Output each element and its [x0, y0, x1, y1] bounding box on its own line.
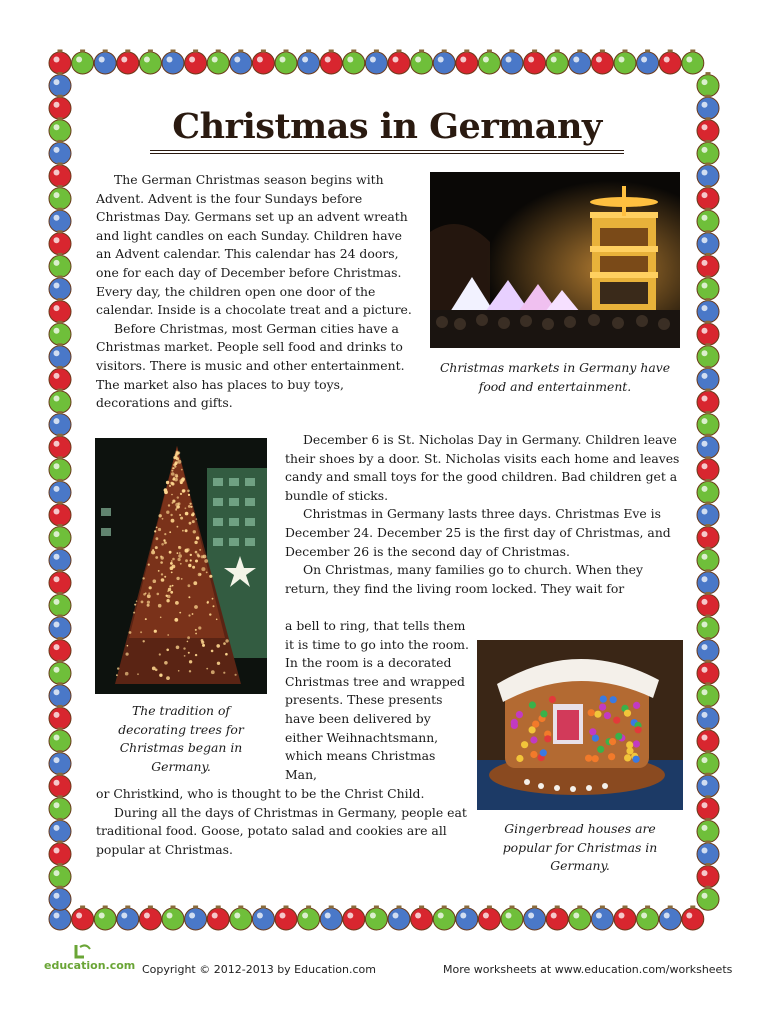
ornament-ball [697, 728, 719, 753]
ornament-ball [546, 906, 568, 931]
ornament-ball [682, 50, 704, 75]
ornament-ball [49, 886, 71, 911]
ornament-ball [49, 253, 71, 278]
title-underline-2 [150, 153, 624, 154]
ornament-ball [230, 50, 252, 75]
ornament-ball [49, 366, 71, 391]
title-underline [150, 150, 624, 151]
ornament-ball [697, 705, 719, 730]
ornament-ball [697, 298, 719, 323]
ornament-ball [72, 906, 94, 931]
ornament-ball [49, 389, 71, 414]
caption-market: Christmas markets in Germany have food and entertainment. [439, 360, 671, 394]
ornament-ball [275, 50, 297, 75]
page-title: Christmas in Germany [172, 106, 602, 147]
ornament-ball [697, 230, 719, 255]
paragraph-three-days: Christmas in Germany lasts three days. Christmas Eve is December 24. December 25 is the first day of Christmas, and December 26 is the second day of Christmas. [285, 506, 671, 559]
ornament-ball [49, 502, 71, 527]
ornament-ball [697, 434, 719, 459]
ornament-ball [659, 50, 681, 75]
ornament-ball [682, 906, 704, 931]
ornament-ball [388, 906, 410, 931]
ornament-ball [343, 906, 365, 931]
ornament-ball [49, 682, 71, 707]
ornament-ball [697, 637, 719, 662]
ornament-ball [320, 906, 342, 931]
ornament-ball [298, 50, 320, 75]
ornament-ball [117, 50, 139, 75]
education-logo[interactable] [44, 943, 136, 977]
ornament-ball [49, 841, 71, 866]
bottom-text [96, 785, 476, 859]
ornament-ball [697, 773, 719, 798]
ornament-ball [162, 906, 184, 931]
ornament-ball [117, 906, 139, 931]
paragraph-bell: a bell to ring, that tells them it is time to go into the room. In the room is a decorated Christmas tree and wrapped presents. These presents have been delivered by either Weihnachtsmann, which means Christmas Man, [285, 618, 469, 782]
ornament-ball [94, 906, 116, 931]
ornament-ball [433, 906, 455, 931]
christmas-market-photo [430, 172, 680, 348]
ornament-ball [207, 906, 229, 931]
ornament-ball [185, 906, 207, 931]
more-worksheets-link[interactable]: More worksheets at www.education.com/worksheets [443, 963, 733, 976]
ornament-ball [697, 140, 719, 165]
ornament-ball [388, 50, 410, 75]
ornament-ball [697, 750, 719, 775]
ornament-ball [275, 906, 297, 931]
ornament-ball [697, 366, 719, 391]
ornament-ball [230, 906, 252, 931]
ornament-ball [697, 660, 719, 685]
ornament-ball [569, 50, 591, 75]
ornament-ball [501, 50, 523, 75]
ornament-ball [456, 906, 478, 931]
paragraph-christkind: or Christkind, who is thought to be the Christ Child. [96, 786, 425, 801]
ornament-ball [697, 456, 719, 481]
ornament-ball [697, 863, 719, 888]
ornament-ball [591, 50, 613, 75]
ornament-ball [697, 389, 719, 414]
ornament-ball [49, 208, 71, 233]
ornament-ball [411, 50, 433, 75]
ornament-ball [207, 50, 229, 75]
paragraph-market: Before Christmas, most German cities have a Christmas market. People sell food and drinks to visitors. There is music and other entertainment. The market also has places to buy toys, decorations and gifts. [96, 320, 405, 411]
middle-text [285, 431, 685, 598]
ornament-ball [501, 906, 523, 931]
ornament-ball [697, 502, 719, 527]
ornament-ball [49, 434, 71, 459]
gingerbread-photo [477, 640, 683, 810]
ornament-ball [343, 50, 365, 75]
ornament-ball [49, 750, 71, 775]
ornament-ball [49, 298, 71, 323]
intro-text [96, 171, 416, 413]
ornament-ball [411, 906, 433, 931]
ornament-ball [524, 50, 546, 75]
paragraph-food: During all the days of Christmas in Germany, people eat traditional food. Goose, potato salad and cookies are all popular at Christmas. [96, 804, 467, 857]
ornament-ball [365, 906, 387, 931]
ornament-ball [697, 592, 719, 617]
ornament-ball [49, 547, 71, 572]
narrow-text [285, 617, 471, 784]
ornament-ball [478, 906, 500, 931]
ornament-ball [697, 276, 719, 301]
ornament-ball [697, 253, 719, 278]
ornament-ball [49, 863, 71, 888]
ornament-ball [697, 185, 719, 210]
ornament-ball [49, 479, 71, 504]
ornament-ball [49, 230, 71, 255]
ornament-ball [433, 50, 455, 75]
ornament-ball [252, 50, 274, 75]
ornament-ball [456, 50, 478, 75]
ornament-ball [697, 479, 719, 504]
ornament-ball [697, 208, 719, 233]
ornament-ball [252, 906, 274, 931]
ornament-ball [591, 906, 613, 931]
ornament-ball [697, 524, 719, 549]
ornament-ball [697, 615, 719, 640]
ornament-ball [546, 50, 568, 75]
ornament-ball [524, 906, 546, 931]
ornament-ball [659, 906, 681, 931]
ornament-ball [614, 50, 636, 75]
ornament-ball [49, 276, 71, 301]
ornament-ball [697, 795, 719, 820]
ornament-ball [697, 682, 719, 707]
ornament-ball [49, 773, 71, 798]
ornament-ball [49, 95, 71, 120]
paragraph-church: On Christmas, many families go to church. When they return, they find the living room locked. They wait for [285, 562, 644, 596]
ornament-ball [614, 906, 636, 931]
ornament-ball [185, 50, 207, 75]
ornament-ball [94, 50, 116, 75]
ornament-ball [49, 117, 71, 142]
ornament-ball [49, 795, 71, 820]
ornament-ball [72, 50, 94, 75]
ornament-ball [697, 886, 719, 911]
ornament-ball [49, 818, 71, 843]
ornament-ball [49, 456, 71, 481]
ornament-ball [697, 117, 719, 142]
ornament-ball [365, 50, 387, 75]
ornament-ball [637, 906, 659, 931]
ornament-ball [697, 547, 719, 572]
ornament-ball [697, 841, 719, 866]
ornament-ball [697, 411, 719, 436]
ornament-ball [697, 72, 719, 97]
ornament-ball [49, 705, 71, 730]
ornament-ball [49, 140, 71, 165]
ornament-ball [49, 321, 71, 346]
ornament-ball [697, 95, 719, 120]
ornament-ball [697, 569, 719, 594]
ornament-ball [697, 818, 719, 843]
ornament-ball [49, 163, 71, 188]
christmas-tree-photo [95, 438, 267, 694]
ornament-ball [49, 569, 71, 594]
paragraph-advent: The German Christmas season begins with Advent. Advent is the four Sundays before Christmas Day. Germans set up an advent wreath and light candles on each Sunday. Children have an Advent calendar. This calendar has 24 doors, one for each day of December before Christmas. Every day, the children open one door of the calendar. Inside is a chocolate treat and a picture. [96, 172, 412, 318]
ornament-ball [139, 906, 161, 931]
ornament-ball [478, 50, 500, 75]
copyright-text: Copyright © 2012-2013 by Education.com [142, 963, 376, 976]
ornament-ball [697, 321, 719, 346]
logo-text: education.com [44, 959, 136, 972]
ornament-ball [49, 343, 71, 368]
ornament-ball [139, 50, 161, 75]
ornament-ball [49, 728, 71, 753]
ornament-ball [320, 50, 342, 75]
ornament-ball [49, 50, 71, 75]
ornament-ball [637, 50, 659, 75]
ornament-ball [49, 637, 71, 662]
caption-tree: The tradition of decorating trees for Christmas began in Germany. [118, 703, 244, 774]
ornament-ball [49, 615, 71, 640]
ornament-ball [697, 163, 719, 188]
ornament-ball [569, 906, 591, 931]
ornament-ball [298, 906, 320, 931]
caption-gingerbread: Gingerbread houses are popular for Christmas in Germany. [502, 821, 658, 874]
paragraph-st-nicholas: December 6 is St. Nicholas Day in Germany. Children leave their shoes by a door. St. Nicholas visits each home and leaves candy and small toys for the good children. Bad children get a bundle of sticks. [285, 432, 680, 503]
ornament-ball [49, 72, 71, 97]
ornament-ball [49, 660, 71, 685]
ornament-ball [49, 524, 71, 549]
ornament-ball [697, 343, 719, 368]
ornament-ball [162, 50, 184, 75]
ornament-ball [49, 411, 71, 436]
ornament-ball [49, 592, 71, 617]
ornament-ball [49, 185, 71, 210]
